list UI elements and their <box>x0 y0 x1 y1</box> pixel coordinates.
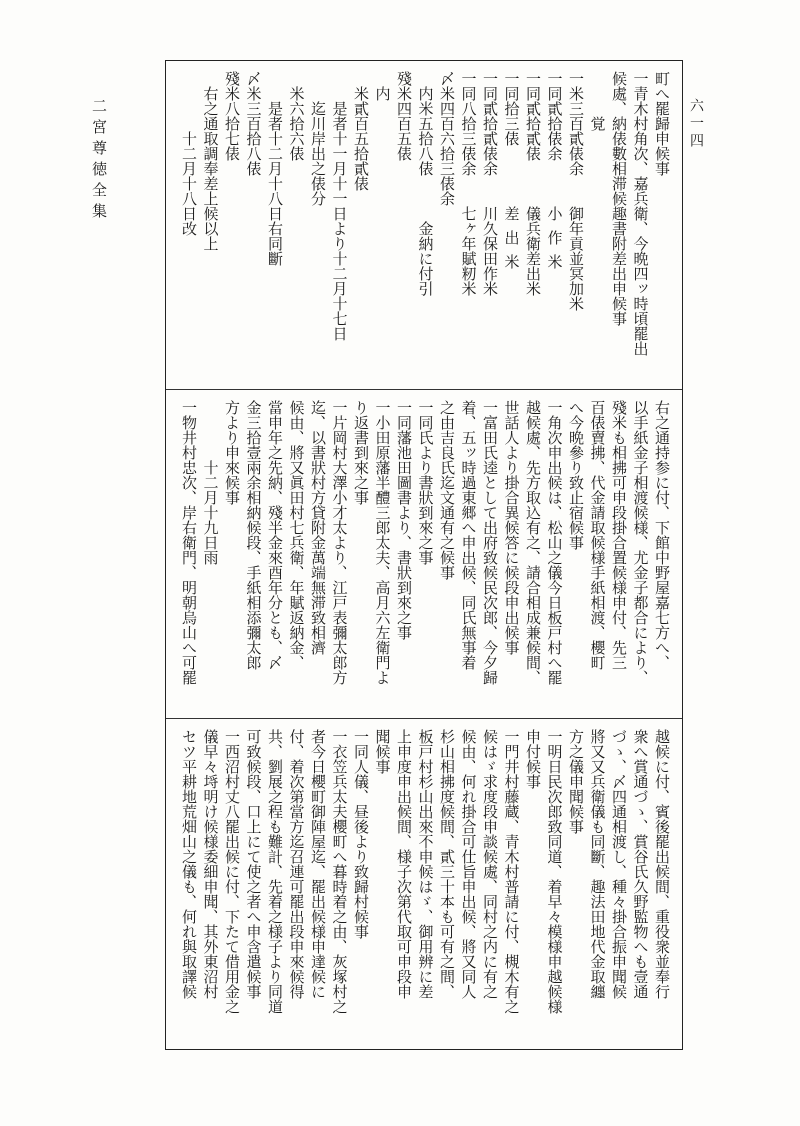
text-column: 是者十二月十八日右同斷 <box>266 101 284 266</box>
text-column: 儀早々埓明け候様委細申聞、其外東沼村 <box>201 729 220 999</box>
text-column: 者今日櫻町御陣屋迄、罷出候様申達候に <box>309 729 327 999</box>
text-column: 聞候事 <box>373 729 392 774</box>
text-column: 米六拾六俵 <box>287 86 306 161</box>
text-column: 申付候事 <box>524 729 542 789</box>
ledger-item: 一米三百貳俵余 <box>567 71 585 176</box>
text-column: 一同人儀、昼後より致歸村候事 <box>352 729 370 939</box>
ledger-row <box>479 71 501 381</box>
text-column: 内 <box>373 86 392 101</box>
ledger-note: 川久保田作米 <box>481 206 499 296</box>
text-column: 金三拾壹兩余相納候段、手紙相添彌太郎 <box>244 400 263 670</box>
ledger-item: 一同貳拾貳俵 <box>524 71 542 161</box>
text-column: 上申度申出候間、様子次第代取可申段申 <box>395 729 413 999</box>
text-column: 百俵賣拂、代金請取候様手紙相渡、櫻町 <box>588 400 607 670</box>
text-column: 世話人より掛合異候答に候段申出候事 <box>502 400 521 655</box>
ledger-note: 御年貢並冥加米 <box>567 206 585 311</box>
date-line: 十二月十九日雨 <box>201 460 220 565</box>
ledger-note: 七ヶ年賦籾米 <box>459 206 478 296</box>
text-column: 右之通持参に付、下館中野屋嘉七方へ、 <box>653 400 671 670</box>
text-column: 方之儀申聞候事 <box>567 729 585 834</box>
text-column: セツ平耕地荒畑山之儀も、何れ與取譯候 <box>180 729 198 999</box>
ledger-total: 殘米八拾七俵 <box>223 71 241 161</box>
text-column: 米貳百五拾貳俵 <box>352 86 370 191</box>
text-column: 候はゞ求度段申談候處、同村之内に有之 <box>481 729 499 999</box>
text-column: 着、五ッ時過東郷へ申出候、同氏無事着 <box>459 400 478 670</box>
ledger-total: 殘米四百五俵 <box>395 71 413 161</box>
text-column: 是者十一月十一日より十二月十七日 <box>330 101 349 341</box>
date-line: 十二月十八日改 <box>180 131 198 236</box>
ledger-total: 〆米三百拾八俵 <box>244 71 263 176</box>
text-column: づゝ、〆四通相渡し、種々掛合振申聞候 <box>610 729 628 999</box>
running-title: 二宮尊徳全集 <box>90 98 108 224</box>
text-column: 一同氏より書狀到來之事 <box>416 400 435 565</box>
ledger-row <box>457 71 479 381</box>
ledger-item: 一同貳拾貳俵余 <box>481 71 499 176</box>
text-column: 可致候段、口上にて使之者へ申含遣候事 <box>244 729 263 999</box>
ledger-total: 〆米四百六拾三俵余 <box>438 71 456 206</box>
text-column: り返書到來之事 <box>352 400 370 505</box>
text-column: 一明日民次郎致同道、着早々模様申越候様 <box>545 729 564 1014</box>
ledger-row <box>522 71 544 381</box>
text-column: 一西沼村丈八罷出候に付、下たて借用金之 <box>223 729 241 1014</box>
ledger-row <box>500 71 522 381</box>
tier-middle <box>166 390 682 719</box>
ledger-note: 小作米 <box>545 206 564 278</box>
text-column: 候由、將又眞田村七兵衛、年賦返納金、 <box>287 400 306 670</box>
ledger-note: 金納に付引 <box>416 221 435 296</box>
ledger-row <box>565 71 587 381</box>
ledger-item: 一同八拾三俵余 <box>459 71 478 176</box>
text-column: 共、劉展之程も難計、先着之様子より同道 <box>266 729 284 1014</box>
text-column: 衆へ賞通づゝ、賞谷氏久野監物へも壹通 <box>631 729 650 999</box>
ledger-note: 差出米 <box>502 206 521 278</box>
text-column: 越候處、先方取込有之、請合相成兼候間、 <box>524 400 542 685</box>
text-column: 迄、以書狀村方貸附金萬端無滞致相濟 <box>309 400 327 655</box>
text-column: 以手紙金子相渡候様、尤金子都合により、 <box>631 400 650 685</box>
page-frame <box>165 60 683 1050</box>
text-column: 候處、納俵數相滞候趣書附差出申候事 <box>610 71 628 326</box>
text-column: 右之通取調奉差上候以上 <box>201 86 220 251</box>
text-column: 一小田原藩半醴三郎太夫、高月六左衛門よ <box>373 400 392 685</box>
text-column: 當申年之先納、殘半金來酉年分とも、〆 <box>266 400 284 670</box>
tier-upper <box>166 61 682 390</box>
text-column: 一衣笠兵太夫櫻町へ暮時着之由、灰塚村之 <box>330 729 349 1014</box>
text-column: 杉山相拂度候間、貳三十本も可有之間、 <box>438 729 456 999</box>
ledger-row <box>414 71 436 381</box>
text-column: 町へ罷歸申候事 <box>653 71 671 176</box>
text-column: 殘米も相拂可申段掛合置候様申付、先三 <box>610 400 628 670</box>
ledger-row <box>543 71 565 381</box>
text-column: 之由吉良氏迄文通有之候事 <box>438 400 456 580</box>
text-column: 一角次申出候は、松山之儀今日板戸村へ罷 <box>545 400 564 685</box>
ledger-note: 儀兵衛差出米 <box>524 206 542 296</box>
page-number: 六一四 <box>688 98 704 151</box>
text-column: 越候に付、賓後罷出候間、重役衆並奉行 <box>653 729 671 999</box>
text-column: 將又又兵衛儀も同斷、趣法田地代金取纏 <box>588 729 607 999</box>
text-column: 候由、何れ掛合可仕旨申出候、將又同人 <box>459 729 478 999</box>
text-column: 付、着次第當方迄召連可罷出段申來候得 <box>287 729 306 999</box>
ledger-item: 一同貳拾俵余 <box>545 71 564 161</box>
text-column: 一片岡村大澤小才太より、江戸表彌太郎方 <box>330 400 349 685</box>
text-column: 一富田氏逵として出府致候民次郎、今夕歸 <box>481 400 499 685</box>
text-column: へ今晩參り致止宿候事 <box>567 400 585 550</box>
text-column: 一同藩池田圖書より、書狀到來之事 <box>395 400 413 640</box>
text-column: 板戸村杉山出來不申候はゞ、御用辨に差 <box>416 729 435 999</box>
ledger-item: 一同拾三俵 <box>502 71 521 146</box>
text-column: 一青木村角次、嘉兵衛、今晩四ッ時頃罷出 <box>631 71 650 356</box>
text-column: 一門井村藤蔵、青木村普請に付、槻木有之 <box>502 729 521 1014</box>
text-column: 迄川岸出之俵分 <box>309 101 327 206</box>
text-column: 一物井村忠次、岸右衛門、明朝烏山へ可罷 <box>180 400 198 685</box>
section-heading: 覚 <box>588 116 607 131</box>
tier-lower <box>166 719 682 1048</box>
ledger-item: 内米五拾八俵 <box>416 86 435 176</box>
text-column: 方より申來候事 <box>223 400 241 505</box>
